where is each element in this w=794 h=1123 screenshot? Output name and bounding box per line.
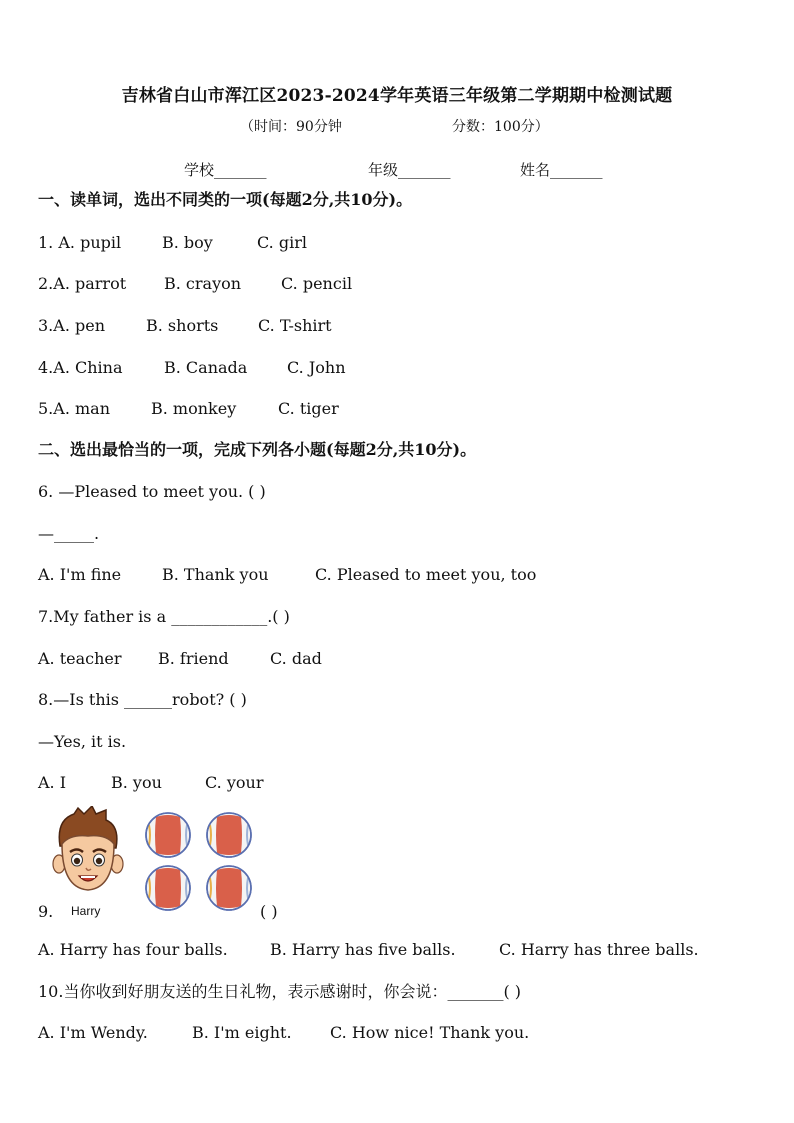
balls-picture (143, 810, 255, 914)
name-field[interactable]: 姓名_______ (520, 161, 603, 179)
option-c[interactable]: C. Harry has three balls. (499, 940, 699, 959)
option-c[interactable]: C. tiger (278, 399, 339, 418)
harry-caption: Harry (71, 904, 101, 918)
exam-score: 分数：100分） (452, 119, 549, 135)
school-field[interactable]: 学校_______ (184, 161, 267, 179)
option-c[interactable]: C. dad (270, 649, 322, 668)
question-9-number: 9. (38, 902, 54, 921)
question-10-line1: 10.当你收到好朋友送的生日礼物，表示感谢时，你会说：_______( ) (38, 982, 522, 1001)
question-8-line2: —Yes, it is. (38, 732, 127, 751)
option-c[interactable]: C. How nice! Thank you. (330, 1023, 530, 1042)
option-b[interactable]: B. I'm eight. (192, 1023, 292, 1042)
option-c[interactable]: C. Pleased to meet you, too (315, 565, 537, 584)
option-c[interactable]: C. your (205, 773, 264, 792)
option-a[interactable]: A. Harry has four balls. (38, 940, 228, 959)
harry-avatar-icon (50, 806, 126, 902)
option-c[interactable]: C. John (287, 358, 346, 377)
exam-time: （时间：90分钟 (240, 119, 342, 135)
option-a[interactable]: A. I'm fine (38, 565, 122, 584)
option-b[interactable]: B. you (111, 773, 162, 792)
option-a[interactable]: 2.A. parrot (38, 274, 127, 293)
option-b[interactable]: B. shorts (146, 316, 219, 335)
question-7-line1: 7.My father is a ____________.( ) (38, 607, 290, 626)
option-b[interactable]: B. monkey (151, 399, 237, 418)
ball-icon (146, 866, 190, 910)
question-6-line2: —_____. (38, 524, 100, 543)
option-a[interactable]: 3.A. pen (38, 316, 106, 335)
option-a[interactable]: A. teacher (38, 649, 122, 668)
option-a[interactable]: A. I (38, 773, 67, 792)
ball-icon (146, 813, 190, 857)
question-6-line1: 6. —Pleased to meet you. ( ) (38, 482, 266, 501)
ball-icon (207, 813, 251, 857)
page-title: 吉林省白山市浑江区2023-2024学年英语三年级第二学期期中检测试题 (121, 86, 673, 106)
option-b[interactable]: B. Canada (164, 358, 248, 377)
option-c[interactable]: C. pencil (281, 274, 353, 293)
option-b[interactable]: B. crayon (164, 274, 242, 293)
question-8-line1: 8.—Is this ______robot? ( ) (38, 690, 247, 709)
option-a[interactable]: 1. A. pupil (38, 233, 122, 252)
option-b[interactable]: B. Harry has five balls. (270, 940, 456, 959)
question-9-blank[interactable]: ( ) (260, 902, 278, 921)
option-a[interactable]: 5.A. man (38, 399, 111, 418)
section2-heading: 二、选出最恰当的一项，完成下列各小题(每题2分,共10分)。 (38, 440, 477, 459)
option-b[interactable]: B. boy (162, 233, 213, 252)
option-a[interactable]: 4.A. China (38, 358, 123, 377)
option-c[interactable]: C. girl (257, 233, 307, 252)
option-a[interactable]: A. I'm Wendy. (38, 1023, 148, 1042)
grade-field[interactable]: 年级_______ (368, 161, 451, 179)
option-c[interactable]: C. T-shirt (258, 316, 332, 335)
option-b[interactable]: B. Thank you (162, 565, 269, 584)
section1-heading: 一、读单词，选出不同类的一项(每题2分,共10分)。 (38, 190, 413, 209)
ball-icon (207, 866, 251, 910)
option-b[interactable]: B. friend (158, 649, 229, 668)
